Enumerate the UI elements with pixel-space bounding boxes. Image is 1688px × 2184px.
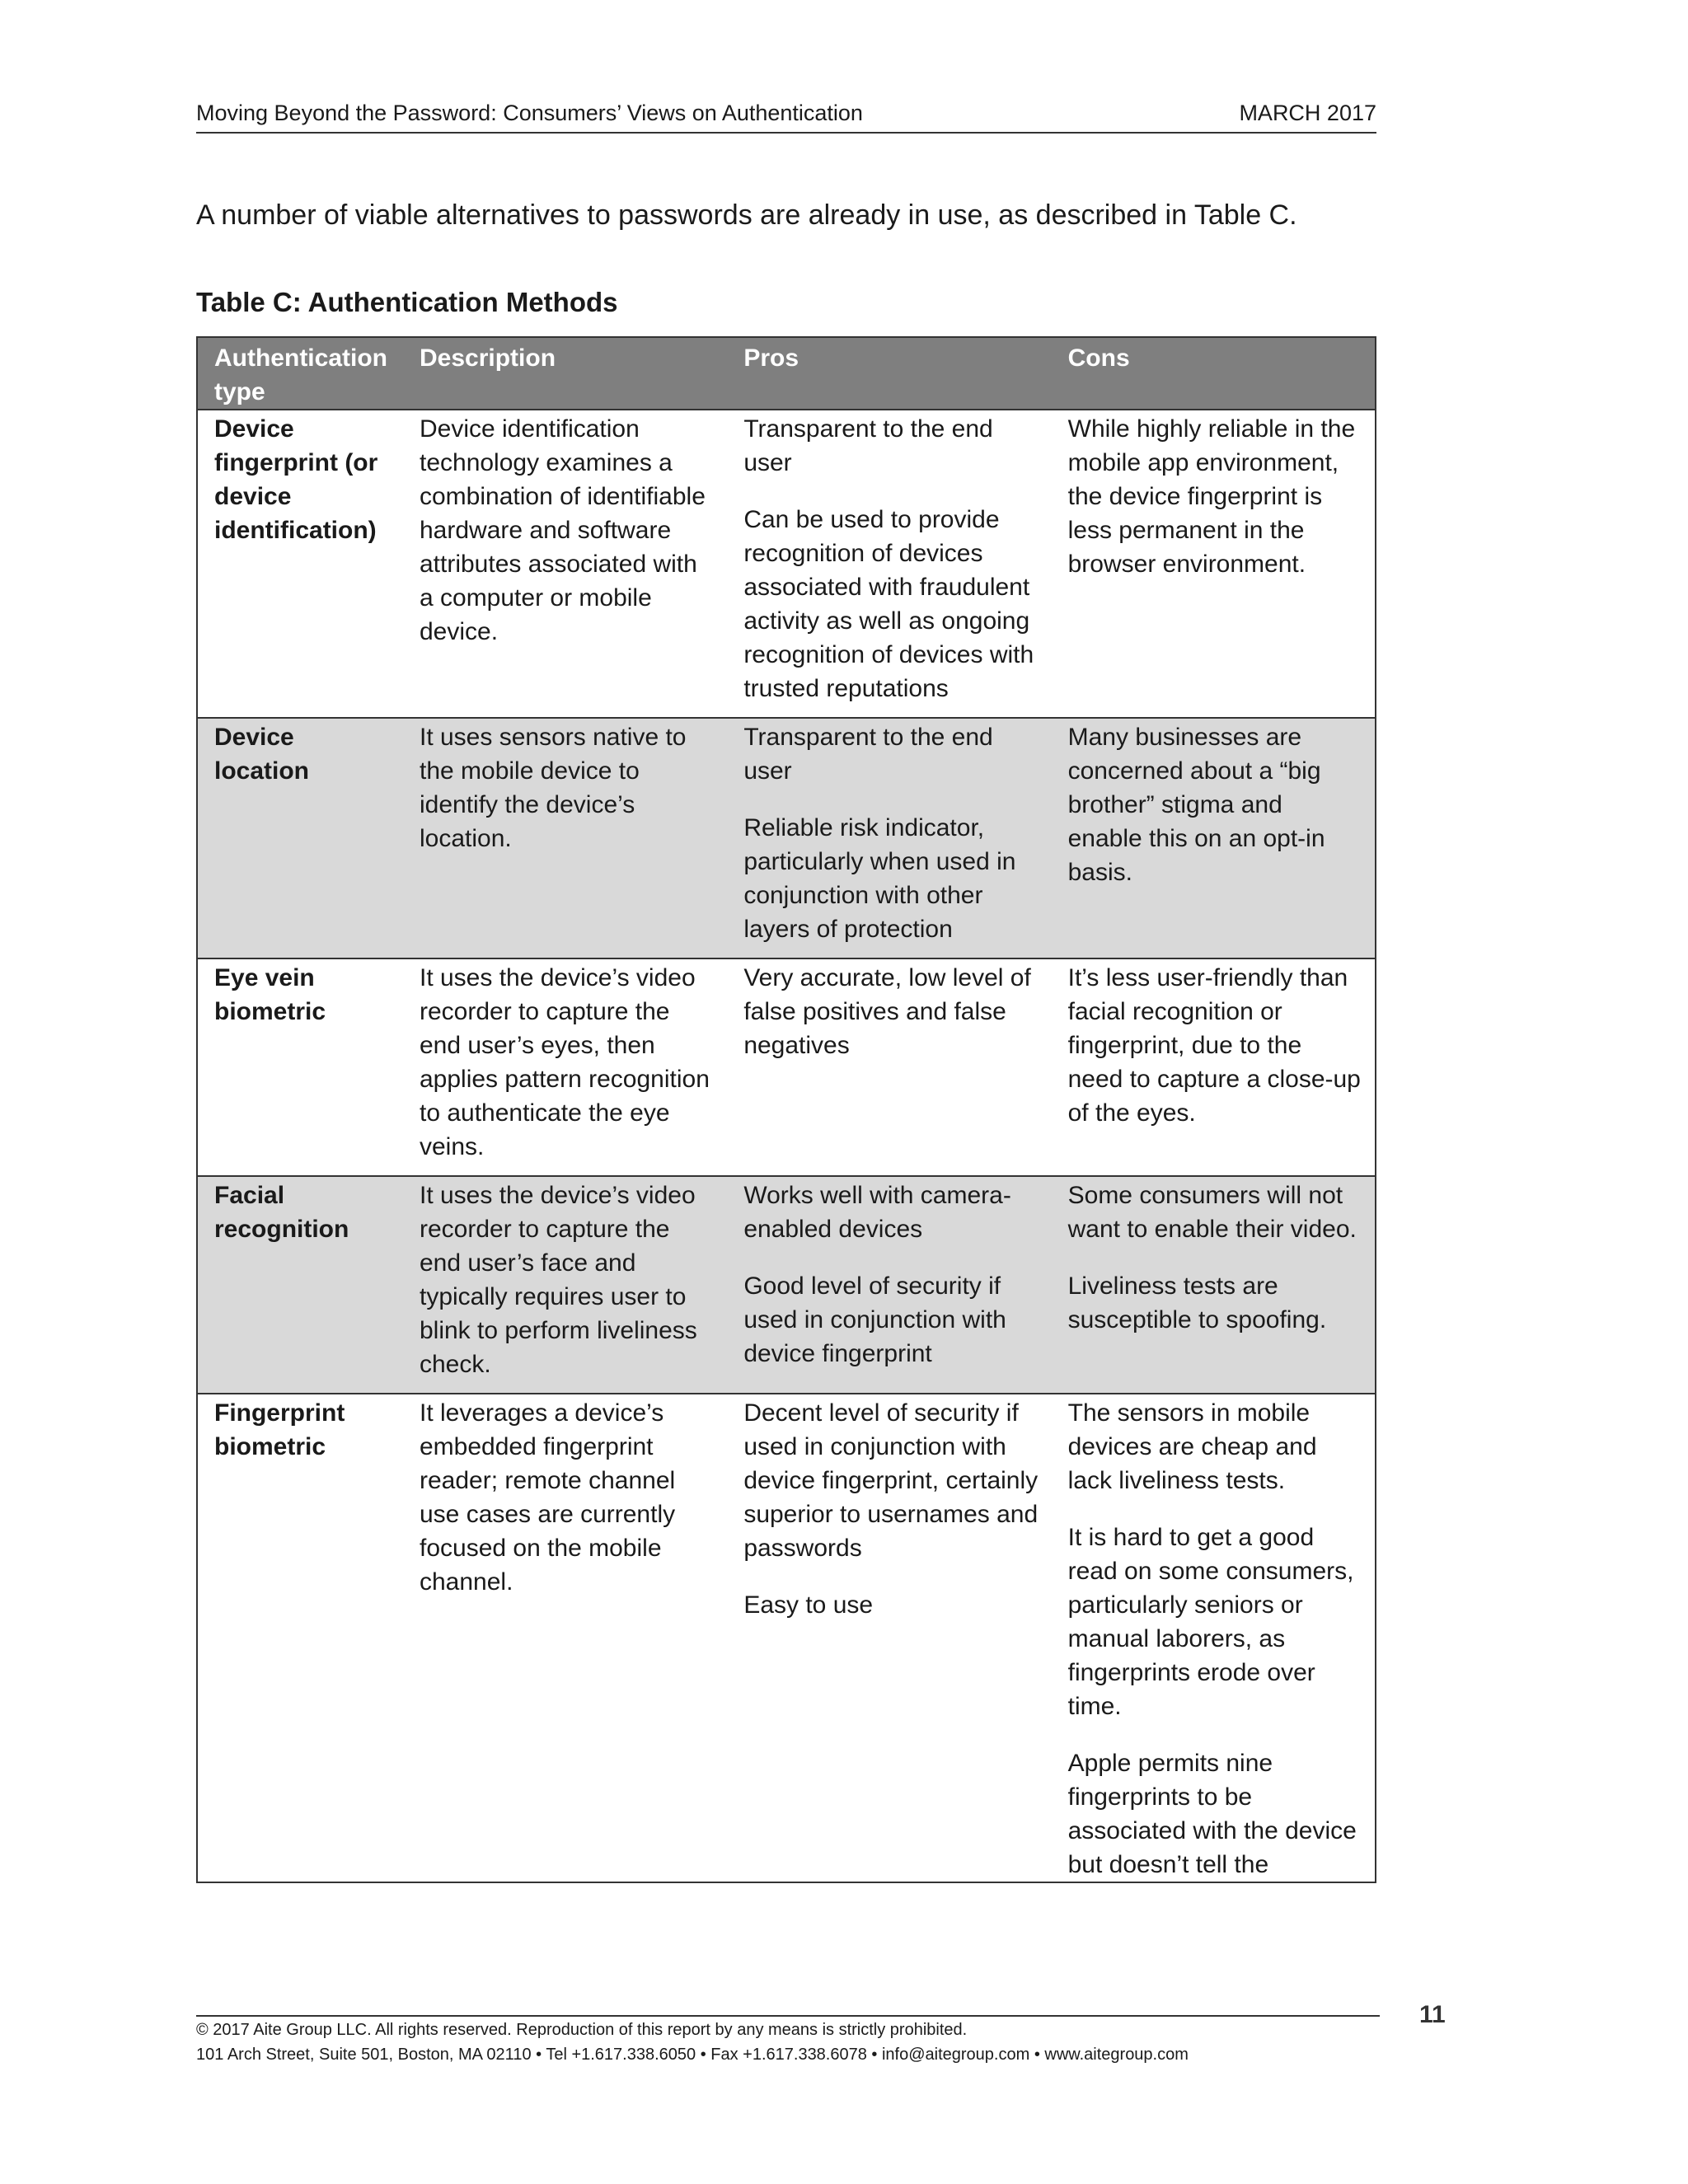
authentication-methods-table — [196, 336, 1376, 1883]
row-description: It uses sensors native to the mobile device to identify the device’s location. — [403, 718, 727, 958]
cons-item: Liveliness tests are susceptible to spoofing. — [1067, 1272, 1327, 1333]
page-header — [196, 99, 1376, 134]
header-cons: Cons — [1052, 337, 1376, 410]
row-cons — [1052, 410, 1376, 718]
row-cons — [1052, 1394, 1376, 1882]
cons-item: Many businesses are concerned about a “big brother” stigma and enable this on an opt-in basis. — [1067, 724, 1325, 886]
header-description: Description — [403, 337, 727, 410]
table-row — [197, 718, 1376, 958]
footer-contact: 101 Arch Street, Suite 501, Boston, MA 02110 • Tel +1.617.338.6050 • Fax +1.617.338.6078 • info@aitegroup.com • www.aitegroup.com — [196, 2046, 1189, 2064]
row-pros — [727, 958, 1051, 1176]
row-type: Facial recognition — [197, 1176, 403, 1394]
cons-item: Apple permits nine fingerprints to be associated with the device but doesn’t tell the — [1067, 1750, 1357, 1878]
pros-item: Transparent to the end user — [743, 724, 993, 785]
cons-item: It’s less user-friendly than facial recognition or fingerprint, due to the need to capture a close-up of the eyes. — [1067, 964, 1361, 1127]
row-pros — [727, 410, 1051, 718]
document-title: Moving Beyond the Password: Consumers’ Views on Authentication — [196, 101, 863, 125]
row-description: Device identification technology examines a combination of identifiable hardware and software attributes associated with a computer or mobile device. — [403, 410, 727, 718]
table-row — [197, 1176, 1376, 1394]
row-description: It uses the device’s video recorder to capture the end user’s eyes, then applies pattern recognition to authenticate the eye veins. — [403, 958, 727, 1176]
intro-paragraph: A number of viable alternatives to passwords are already in use, as described in Table C. — [196, 199, 1297, 231]
header-pros: Pros — [727, 337, 1051, 410]
row-cons — [1052, 958, 1376, 1176]
pros-item: Reliable risk indicator, particularly when used in conjunction with other layers of protection — [743, 814, 1016, 943]
footer-divider — [196, 2015, 1380, 2017]
row-type: Device fingerprint (or device identification) — [197, 410, 403, 718]
pros-item: Works well with camera-enabled devices — [743, 1182, 1011, 1243]
header-authentication-type: Authentication type — [197, 337, 403, 410]
cons-item: Some consumers will not want to enable their video. — [1067, 1182, 1357, 1243]
row-pros — [727, 1176, 1051, 1394]
pros-item: Decent level of security if used in conjunction with device fingerprint, certainly superior to usernames and passwords — [743, 1399, 1039, 1562]
cons-item: It is hard to get a good read on some consumers, particularly seniors or manual laborers, as fingerprints erode over time. — [1067, 1524, 1354, 1720]
pros-item: Easy to use — [743, 1591, 874, 1619]
pros-item: Good level of security if used in conjunction with device fingerprint — [743, 1272, 1006, 1367]
row-type: Device location — [197, 718, 403, 958]
row-pros — [727, 718, 1051, 958]
pros-item: Can be used to provide recognition of devices associated with fraudulent activity as well as ongoing recognition of devices with trusted reputations — [743, 506, 1034, 702]
table-row — [197, 1394, 1376, 1882]
row-description: It uses the device’s video recorder to capture the end user’s face and typically requires user to blink to perform liveliness check. — [403, 1176, 727, 1394]
table-header-row — [197, 337, 1376, 410]
table-caption: Table C: Authentication Methods — [196, 287, 618, 317]
cons-item: The sensors in mobile devices are cheap and lack liveliness tests. — [1067, 1399, 1317, 1494]
row-type: Fingerprint biometric — [197, 1394, 403, 1882]
row-description: It leverages a device’s embedded fingerprint reader; remote channel use cases are currently focused on the mobile channel. — [403, 1394, 727, 1882]
document-date: MARCH 2017 — [1239, 101, 1376, 125]
row-cons — [1052, 1176, 1376, 1394]
row-type: Eye vein biometric — [197, 958, 403, 1176]
table-row — [197, 958, 1376, 1176]
page-number: 11 — [1419, 2001, 1446, 2028]
table-row — [197, 410, 1376, 718]
pros-item: Very accurate, low level of false positives and false negatives — [743, 964, 1031, 1059]
footer-copyright: © 2017 Aite Group LLC. All rights reserved. Reproduction of this report by any means is strictly prohibited. — [196, 2021, 968, 2039]
cons-item: While highly reliable in the mobile app environment, the device fingerprint is less permanent in the browser environment. — [1067, 415, 1356, 578]
row-cons — [1052, 718, 1376, 958]
row-pros — [727, 1394, 1051, 1882]
pros-item: Transparent to the end user — [743, 415, 993, 476]
